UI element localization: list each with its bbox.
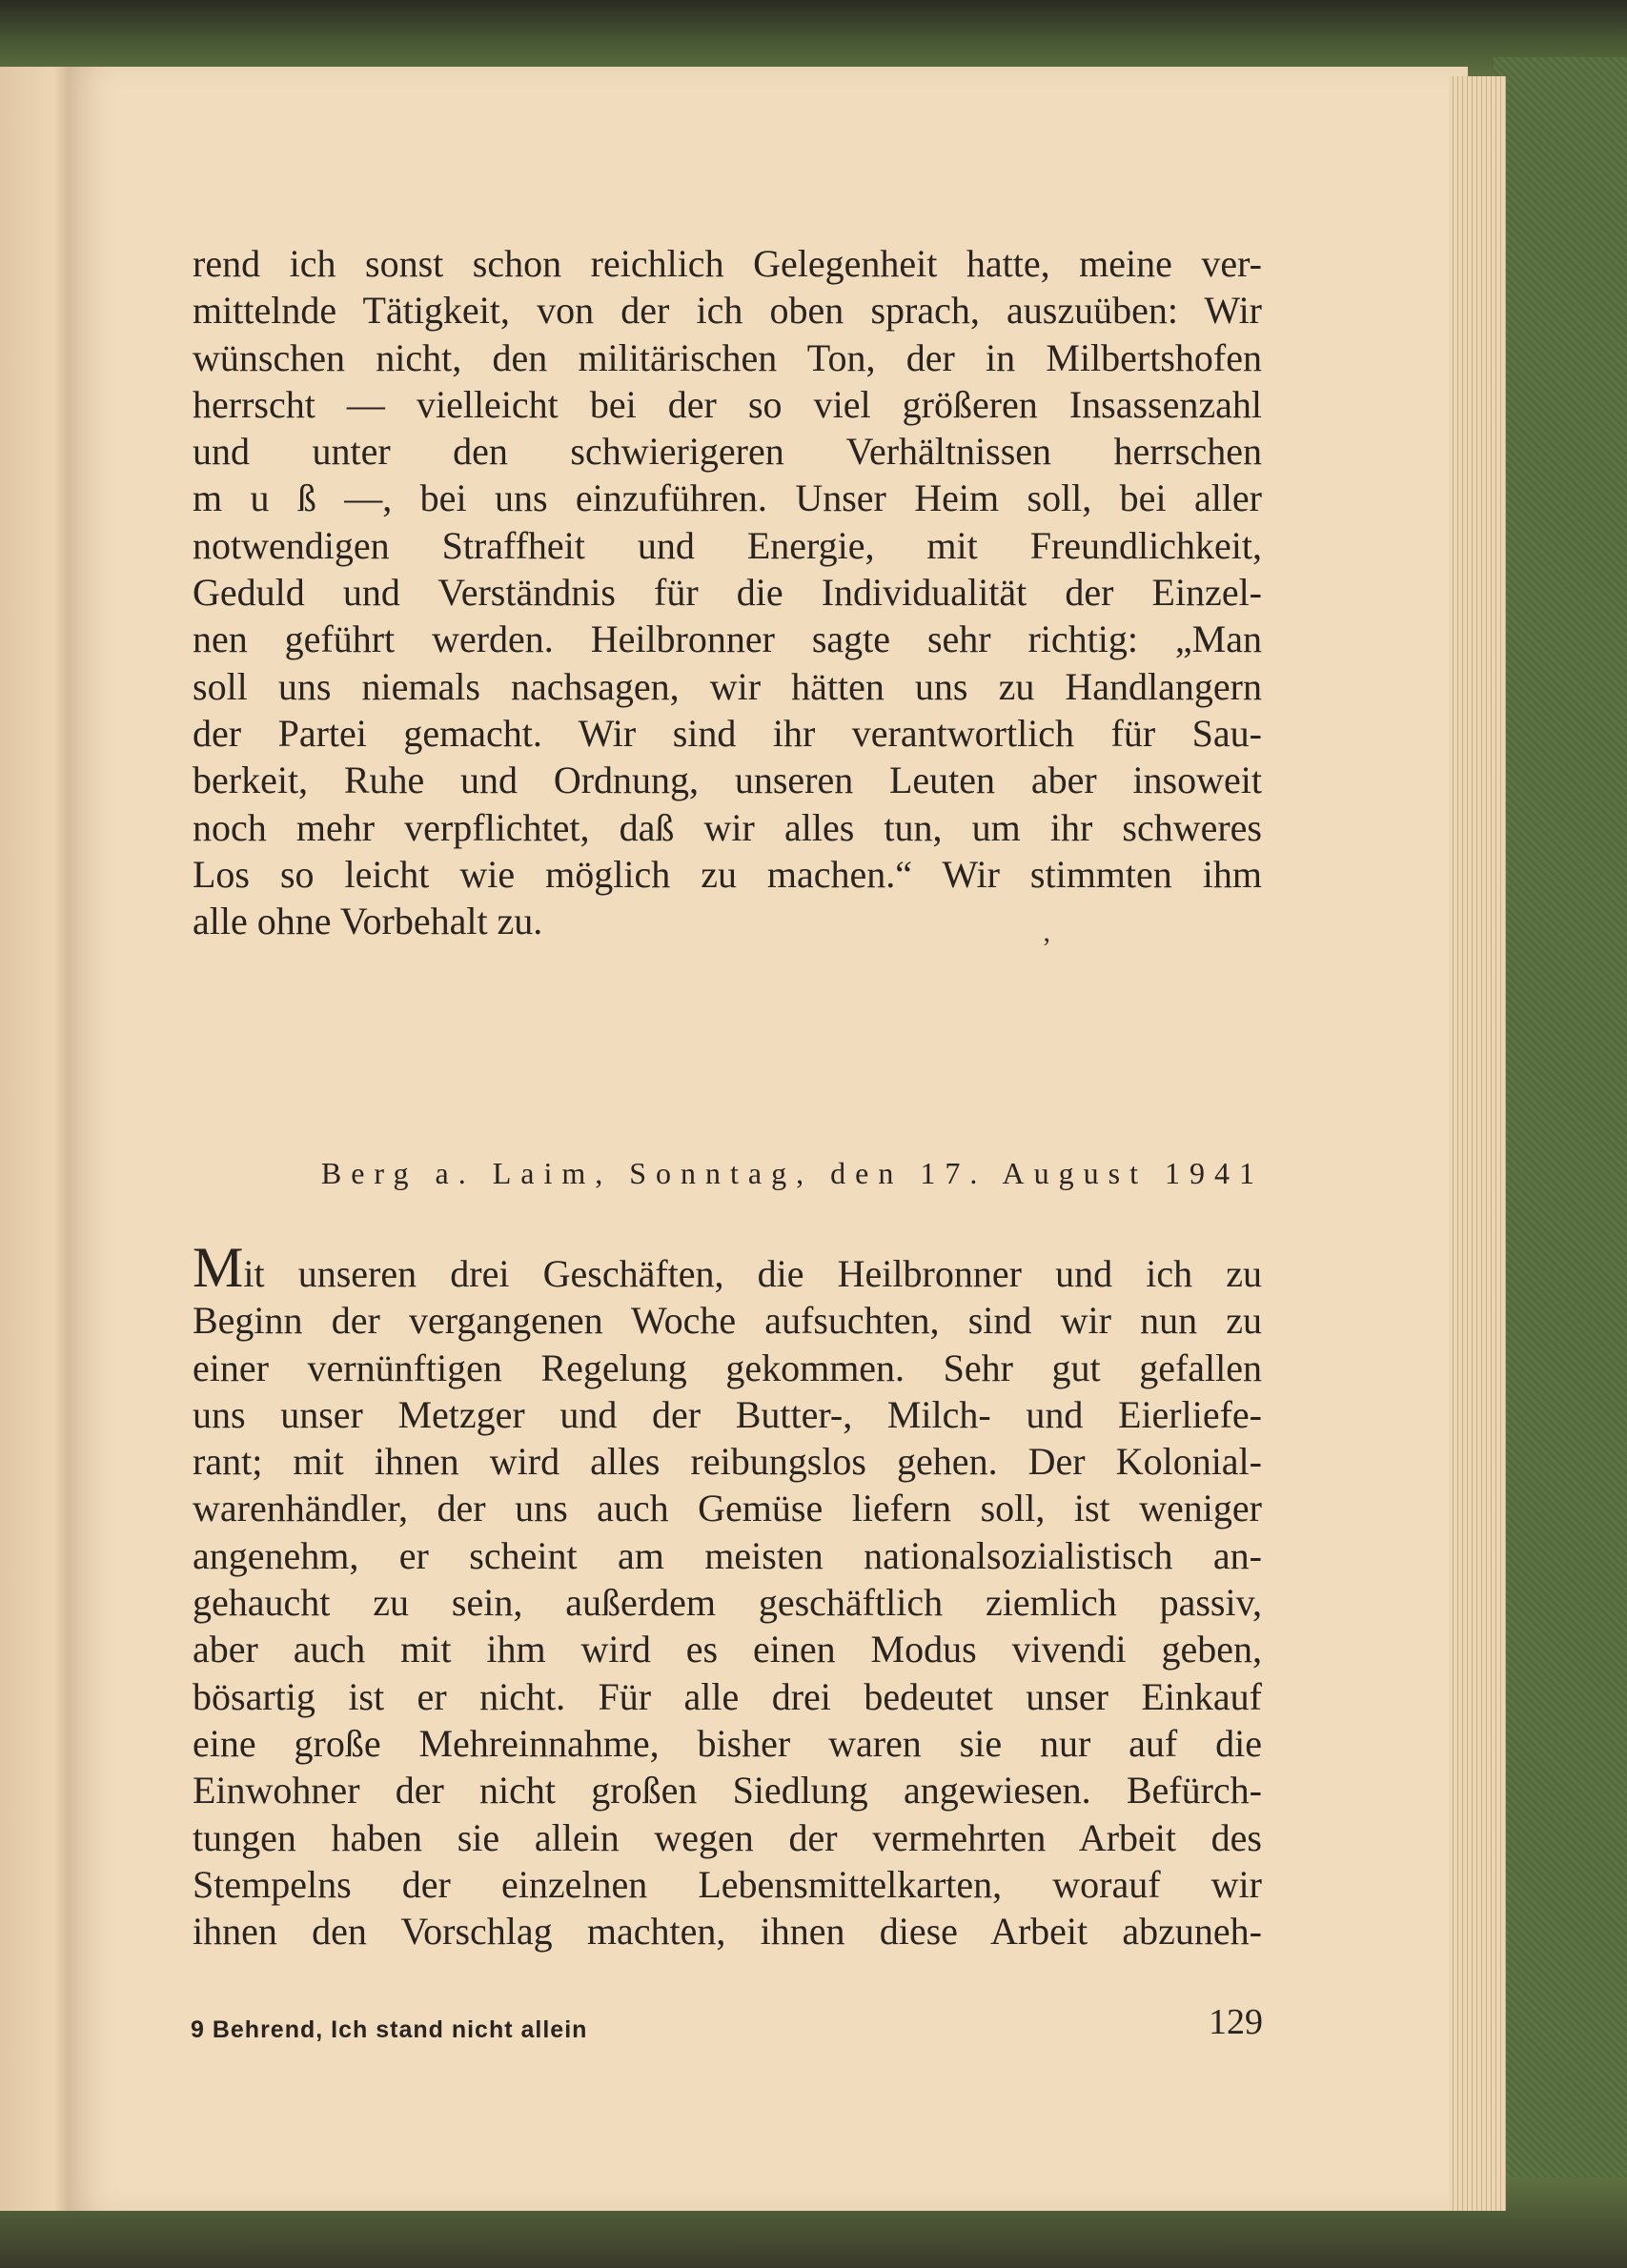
first-line-text: it unseren drei Geschäften, die Heilbronner und ich zu: [243, 1252, 1262, 1295]
text-line: einer vernünftigen Regelung gekommen. Sehr gut gefallen: [193, 1346, 1262, 1389]
text-line: uns unser Metzger und der Butter-, Milch- und Eierliefe-: [193, 1392, 1262, 1436]
text-line: gehaucht zu sein, außerdem geschäftlich ziemlich passiv,: [193, 1581, 1262, 1625]
page-number: 129: [1209, 2002, 1263, 2042]
text-line: und unter den schwierigeren Verhältnissen herrschen: [193, 430, 1262, 474]
text-line: noch mehr verpflichtet, daß wir alles tun, um ihr schweres: [193, 805, 1262, 849]
text-line: soll uns niemals nachsagen, wir hätten uns zu Handlangern: [193, 664, 1262, 708]
text-line: warenhändler, der uns auch Gemüse liefern soll, ist weniger: [193, 1487, 1262, 1530]
text-line: ihnen den Vorschlag machten, ihnen diese Arbeit abzuneh-: [193, 1910, 1262, 1954]
text-line: Beginn der vergangenen Woche aufsuchten, sind wir nun zu: [193, 1299, 1262, 1343]
paragraph-1: [193, 240, 1262, 944]
text-line: nen geführt werden. Heilbronner sagte sehr richtig: „Man: [193, 618, 1262, 661]
book-cover-cloth: [1494, 57, 1627, 2268]
text-line: tungen haben sie allein wegen der vermehrten Arbeit des: [193, 1815, 1262, 1859]
text-line: berkeit, Ruhe und Ordnung, unseren Leuten aber insoweit: [193, 759, 1262, 802]
text-line: rant; mit ihnen wird alles reibungslos gehen. Der Kolonial-: [193, 1440, 1262, 1484]
text-line: herrscht — vielleicht bei der so viel größeren Insassenzahl: [193, 382, 1262, 426]
text-line: angenehm, er scheint am meisten nationalsozialistisch an-: [193, 1533, 1262, 1577]
text-line: Los so leicht wie möglich zu machen.“ Wir stimmten ihm: [193, 852, 1262, 896]
text-line: Geduld und Verständnis für die Individualität der Einzel-: [193, 571, 1262, 615]
text-line: wünschen nicht, den militärischen Ton, der in Milbertshofen: [193, 335, 1262, 379]
text-line: der Partei gemacht. Wir sind ihr verantwortlich für Sau-: [193, 711, 1262, 755]
signature-mark: 9 Behrend, Ich stand nicht allein: [191, 2016, 588, 2043]
text-line: eine große Mehreinnahme, bisher waren sie nur auf die: [193, 1721, 1262, 1765]
text-line: rend ich sonst schon reichlich Gelegenheit hatte, meine ver-: [193, 242, 1262, 285]
text-line: bösartig ist er nicht. Für alle drei bedeutet unser Einkauf: [193, 1674, 1262, 1718]
text-line: Einwohner der nicht großen Siedlung angewiesen. Befürch-: [193, 1769, 1262, 1812]
text-line-first: [193, 1236, 1262, 1299]
text-line: Stempelns der einzelnen Lebensmittelkarten, worauf wir: [193, 1862, 1262, 1906]
diary-dateline: Berg a. Laim, Sonntag, den 17. August 1941: [320, 1156, 1264, 1190]
facing-page-edge: [0, 67, 76, 2211]
text-line: m u ß —, bei uns einzuführen. Unser Heim soll, bei aller: [193, 476, 1262, 520]
drop-cap: M: [193, 1236, 244, 1299]
text-line: mittelnde Tätigkeit, von der ich oben sprach, auszuüben: Wir: [193, 289, 1262, 333]
page-stack-edge: [1449, 76, 1506, 2211]
text-line: alle ohne Vorbehalt zu.: [193, 900, 543, 943]
text-line: notwendigen Straffheit und Energie, mit Freundlichkeit,: [193, 523, 1262, 567]
stray-mark: ’: [1042, 932, 1051, 963]
text-line: aber auch mit ihm wird es einen Modus vivendi geben,: [193, 1628, 1262, 1671]
book-cover-top: [0, 0, 1627, 76]
paragraph-2: [193, 1236, 1262, 1954]
